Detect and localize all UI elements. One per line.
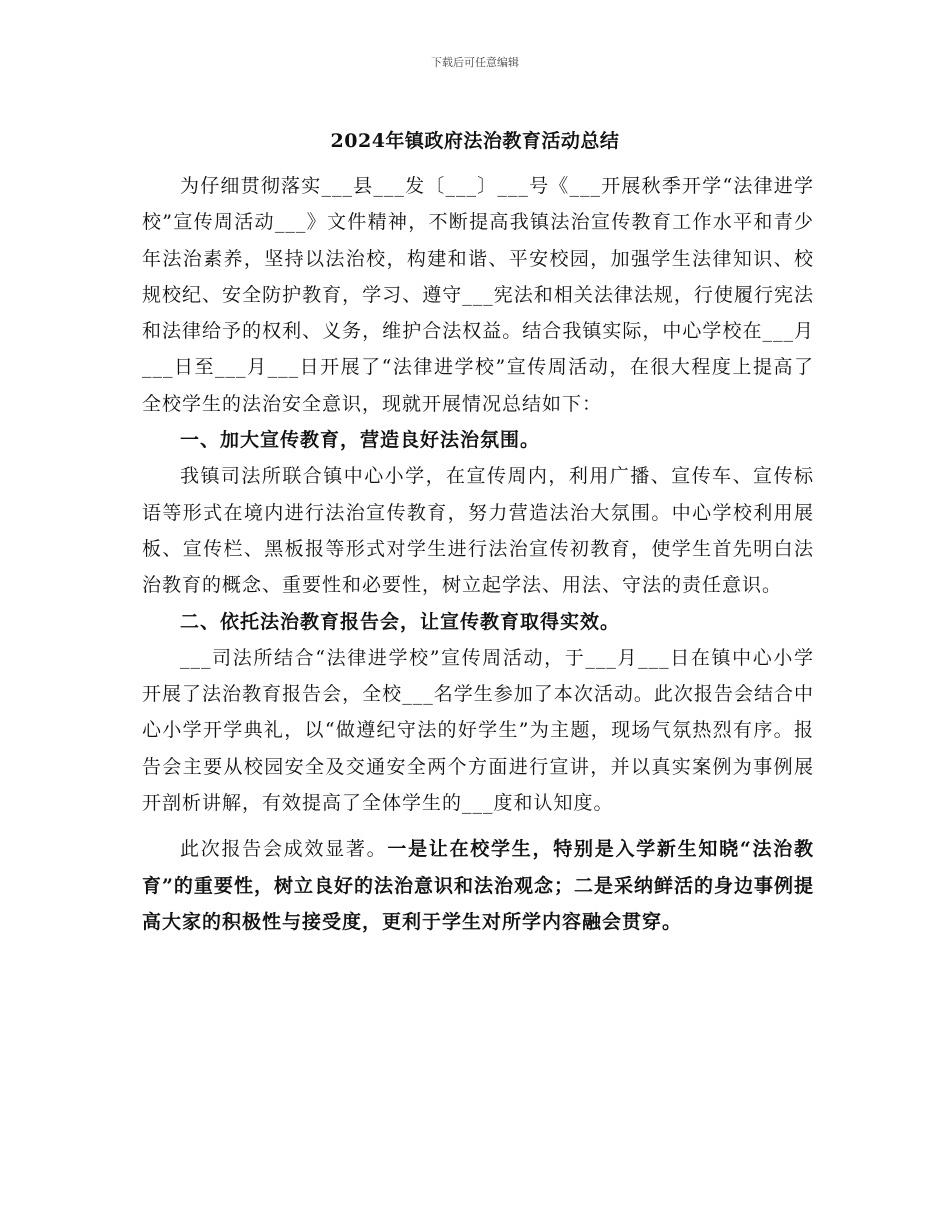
header-note: 下载后可任意编辑 xyxy=(431,56,519,69)
results-paragraph xyxy=(142,831,814,940)
results-bold-text: 一是让在校学生，特别是入学新生知晓“法治教育”的重要性，树立良好的法治意识和法治观念；二是采纳鲜活的身边事例提高大家的积极性与接受度，更利于学生对所学内容融会贯穿。 xyxy=(142,838,814,933)
document-title: 2024年镇政府法治教育活动总结 xyxy=(330,130,620,152)
results-lead: 此次报告会成效显著。 xyxy=(180,838,388,861)
section-heading-1: 一、加大宣传教育，营造良好法治氛围。 xyxy=(180,429,541,452)
section-1-paragraph: 我镇司法所联合镇中心小学，在宣传周内，利用广播、宣传车、宣传标语等形式在境内进行法治宣传教育，努力营造法治大氛围。中心学校利用展板、宣传栏、黑板报等形式对学生进行法治宣传初教育，使学生首先明白法治教育的概念、重要性和必要性，树立起学法、用法、守法的责任意识。 xyxy=(142,465,814,597)
section-heading-2: 二、依托法治教育报告会，让宣传教育取得实效。 xyxy=(180,610,621,633)
section-2-paragraph: ___司法所结合“法律进学校”宣传周活动，于___月___日在镇中心小学开展了法治教育报告会，全校___名学生参加了本次活动。此次报告会结合中心小学开学典礼，以“做遵纪守法的好学生”为主题，现场气氛热烈有序。报告会主要从校园安全及交通安全两个方面进行宣讲，并以真实案例为事例展开剖析讲解，有效提高了全体学生的___度和认知度。 xyxy=(142,646,814,815)
document-body xyxy=(142,168,814,940)
intro-paragraph: 为仔细贯彻落实___县___发〔___〕___号《___开展秋季开学“法律进学校”宣传周活动___》文件精神，不断提高我镇法治宣传教育工作水平和青少年法治素养，坚持以法治校，构建和谐、平安校园，加强学生法律知识、校规校纪、安全防护教育，学习、遵守___宪法和相关法律法规，行使履行宪法和法律给予的权利、义务，维护合法权益。结合我镇实际，中心学校在___月___日至___月___日开展了“法律进学校”宣传周活动，在很大程度上提高了全校学生的法治安全意识，现就开展情况总结如下： xyxy=(142,175,814,415)
